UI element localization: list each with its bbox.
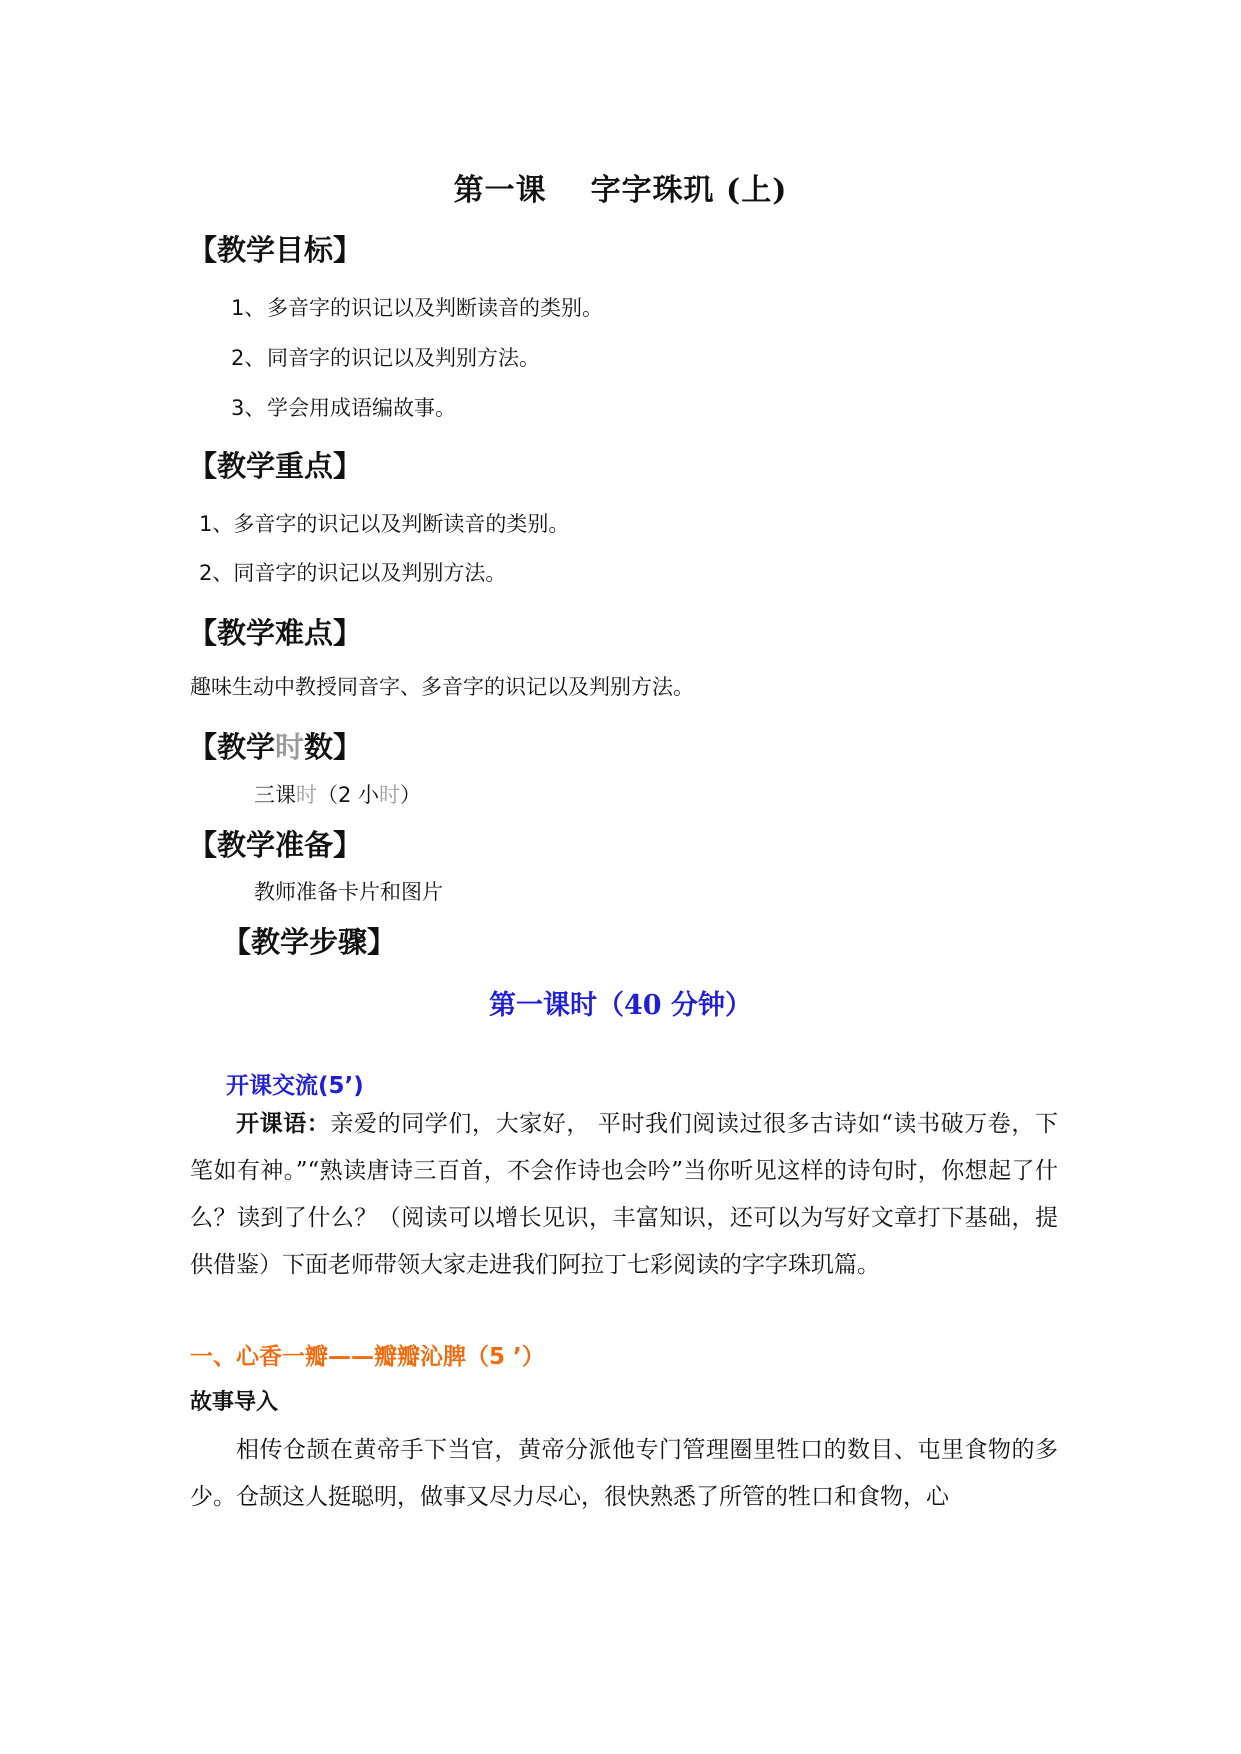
preparation-heading: 【教学准备】	[188, 828, 363, 862]
hours-text-part: 三课	[254, 783, 296, 807]
difficulties-text: 趣味生动中教授同音字、多音字的识记以及判别方法。	[190, 675, 694, 699]
preparation-text: 教师准备卡片和图片	[254, 880, 443, 904]
objective-text: 多音字的识记以及判断读音的类别。	[267, 296, 603, 320]
opening-lead: 开课语：	[236, 1111, 331, 1137]
hours-text-part: （2 小	[317, 783, 380, 807]
hours-text-part: ）	[400, 783, 422, 807]
hours-text-part: 时	[379, 783, 401, 807]
objectives-heading: 【教学目标】	[188, 233, 363, 267]
lesson-name: 字字珠玑 (上)	[590, 173, 788, 208]
hours-heading-part: 数】	[304, 730, 363, 764]
objective-num: 1、	[231, 296, 266, 320]
opening-text: 亲爱的同学们，大家好， 平时我们阅读过很多古诗如“读书破万卷，下笔如有神。”“熟读唐诗三百首，不会作诗也会吟”当你听见这样的诗句时，你想起了什么？读到了什么？（阅读可以增长见识，丰富知识，还可以为写好文章打下基础，提供借鉴）下面老师带领大家走进我们阿拉丁七彩阅读的字字珠玑篇。	[190, 1111, 1059, 1278]
key-point-item: 2、同音字的识记以及判别方法。	[199, 561, 507, 585]
objective-item	[231, 392, 456, 422]
hours-heading-part: 时	[275, 730, 305, 764]
objective-text: 学会用成语编故事。	[267, 396, 456, 420]
hours-text	[254, 779, 421, 809]
hours-heading-part: 【教学	[188, 730, 276, 764]
story-title: 故事导入	[190, 1390, 279, 1415]
story-paragraph: 相传仓颉在黄帝手下当官，黄帝分派他专门管理圈里牲口的数目、屯里食物的多少。仓颉这人挺聪明，做事又尽力尽心，很快熟悉了所管的牲口和食物，心	[190, 1437, 1058, 1510]
hours-heading	[188, 725, 362, 766]
session-title: 第一课时（40 分钟）	[489, 990, 752, 1021]
steps-heading: 【教学步骤】	[222, 925, 397, 959]
lesson-number: 第一课	[453, 173, 547, 208]
objective-item	[231, 342, 540, 372]
page-title	[0, 165, 1241, 209]
opening-paragraph	[190, 1101, 1058, 1289]
difficulties-heading: 【教学难点】	[188, 616, 363, 650]
hours-text-part: 时	[296, 783, 317, 807]
section-title: 一、心香一瓣——瓣瓣沁脾（5 ’）	[190, 1344, 545, 1370]
key-points-heading: 【教学重点】	[188, 449, 363, 483]
objective-num: 3、	[231, 396, 266, 420]
opening-subtitle: 开课交流(5’)	[226, 1073, 364, 1099]
key-point-item: 1、多音字的识记以及判断读音的类别。	[199, 512, 570, 536]
objective-text: 同音字的识记以及判别方法。	[267, 346, 540, 370]
objective-item	[231, 292, 603, 322]
objective-num: 2、	[231, 346, 266, 370]
